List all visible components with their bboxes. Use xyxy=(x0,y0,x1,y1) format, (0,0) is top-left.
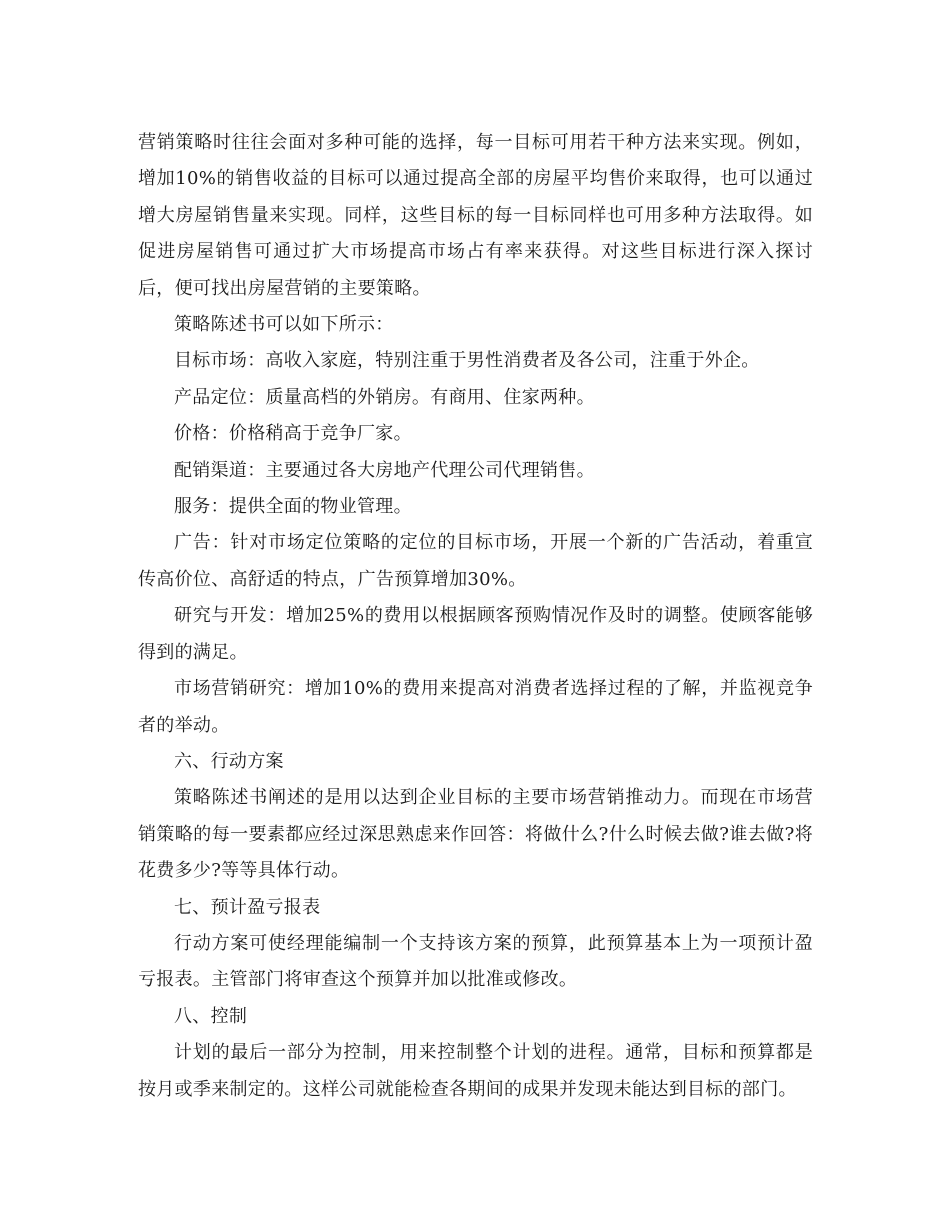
body-paragraph: 策略陈述书可以如下所示： xyxy=(174,314,394,336)
strategy-item: 价格：价格稍高于竞争厂家。 xyxy=(174,423,412,445)
strategy-item: 研究与开发：增加25%的费用以根据顾客预购情况作及时的调整。使顾客能够得到的满足。 xyxy=(138,605,813,663)
document-page xyxy=(138,125,813,1108)
strategy-item: 配销渠道：主要通过各大房地产代理公司代理销售。 xyxy=(174,459,595,481)
body-paragraph: 计划的最后一部分为控制，用来控制整个计划的进程。通常，目标和预算都是按月或季来制定的。这样公司就能检查各期间的成果并发现未能达到目标的部门。 xyxy=(138,1042,813,1100)
strategy-item: 市场营销研究：增加10%的费用来提高对消费者选择过程的了解，并监视竞争者的举动。 xyxy=(138,678,813,736)
section-heading: 八、控制 xyxy=(174,1005,248,1027)
strategy-item: 服务：提供全面的物业管理。 xyxy=(174,496,412,518)
body-paragraph: 营销策略时往往会面对多种可能的选择，每一目标可用若干种方法来实现。例如，增加10%的销售收益的目标可以通过提高全部的房屋平均售价来取得，也可以通过增大房屋销售量来实现。同样，这些目标的每一目标同样也可用多种方法取得。如促进房屋销售可通过扩大市场提高市场占有率来获得。对这些目标进行深入探讨后，便可找出房屋营销的主要策略。 xyxy=(138,132,813,299)
body-paragraph: 行动方案可使经理能编制一个支持该方案的预算，此预算基本上为一项预计盈亏报表。主管部门将审查这个预算并加以批准或修改。 xyxy=(138,932,813,991)
section-heading: 七、预计盈亏报表 xyxy=(174,896,321,918)
strategy-item: 广告：针对市场定位策略的定位的目标市场，开展一个新的广告活动，着重宣传高价位、高舒适的特点，广告预算增加30%。 xyxy=(138,532,813,590)
strategy-item: 目标市场：高收入家庭，特别注重于男性消费者及各公司，注重于外企。 xyxy=(174,350,760,372)
strategy-item: 产品定位：质量高档的外销房。有商用、住家两种。 xyxy=(174,386,595,408)
section-heading: 六、行动方案 xyxy=(174,750,284,772)
body-paragraph: 策略陈述书阐述的是用以达到企业目标的主要市场营销推动力。而现在市场营销策略的每一要素都应经过深思熟虑来作回答：将做什么?什么时候去做?谁去做?将花费多少?等等具体行动。 xyxy=(138,787,813,882)
